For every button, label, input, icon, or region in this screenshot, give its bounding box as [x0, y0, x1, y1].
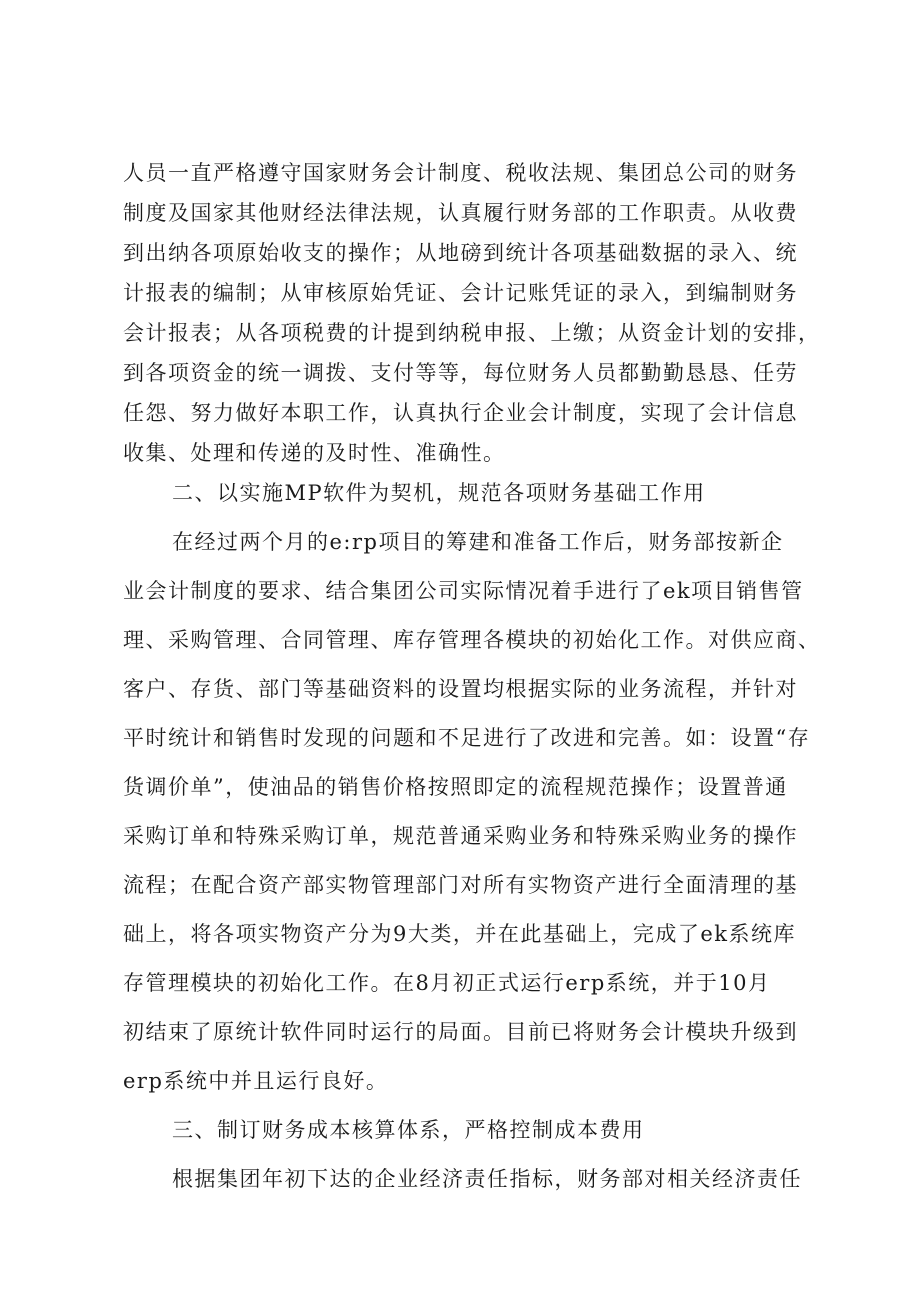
- body-text-line: 客户、存货、部门等基础资料的设置均根据实际的业务流程，并针对: [123, 677, 798, 701]
- body-text-line: 任怨、努力做好本职工作，认真执行企业会计制度，实现了会计信息: [123, 401, 798, 425]
- body-text-line: 础上，将各项实物资产分为9大类，并在此基础上，完成了ek系统库: [123, 922, 797, 946]
- body-text-line: erp系统中并且运行良好。: [123, 1069, 389, 1093]
- body-text-line: 收集、处理和传递的及时性、准确性。: [123, 441, 506, 465]
- body-text-line: 计报表的编制；从审核原始凭证、会计记账凭证的录入，到编制财务: [123, 281, 798, 305]
- body-text-line: 到各项资金的统一调拨、支付等等，每位财务人员都勤勤恳恳、任劳: [123, 361, 798, 385]
- body-text-line: 根据集团年初下达的企业经济责任指标，财务部对相关经济责任: [172, 1167, 802, 1191]
- body-text-line: 制度及国家其他财经法律法规，认真履行财务部的工作职责。从收费: [123, 201, 798, 225]
- section-heading: 二、以实施MP软件为契机，规范各项财务基础工作用: [172, 481, 706, 505]
- body-text-line: 在经过两个月的e:rp项目的筹建和准备工作后，财务部按新企: [172, 530, 784, 554]
- body-text-line: 货调价单”，使油品的销售价格按照即定的流程规范操作；设置普通: [123, 775, 788, 799]
- body-text-line: 会计报表；从各项税费的计提到纳税申报、上缴；从资金计划的安排，: [123, 321, 821, 345]
- body-text-line: 流程；在配合资产部实物管理部门对所有实物资产进行全面清理的基: [123, 873, 798, 897]
- body-text-line: 人员一直严格遵守国家财务会计制度、税收法规、集团总公司的财务: [123, 161, 798, 185]
- body-text-line: 业会计制度的要求、结合集团公司实际情况着手进行了ek项目销售管: [123, 579, 804, 603]
- section-heading: 三、制订财务成本核算体系，严格控制成本费用: [172, 1118, 645, 1142]
- body-text-line: 采购订单和特殊采购订单，规范普通采购业务和特殊采购业务的操作: [123, 824, 798, 848]
- body-text-line: 理、采购管理、合同管理、库存管理各模块的初始化工作。对供应商、: [123, 628, 821, 652]
- body-text-line: 平时统计和销售时发现的问题和不足进行了改进和完善。如：设置“存: [123, 726, 811, 750]
- body-text-line: 初结束了原统计软件同时运行的局面。目前已将财务会计模块升级到: [123, 1020, 798, 1044]
- body-text-line: 到出纳各项原始收支的操作；从地磅到统计各项基础数据的录入、统: [123, 241, 798, 265]
- body-text-line: 存管理模块的初始化工作。在8月初正式运行erp系统，并于10月: [123, 971, 771, 995]
